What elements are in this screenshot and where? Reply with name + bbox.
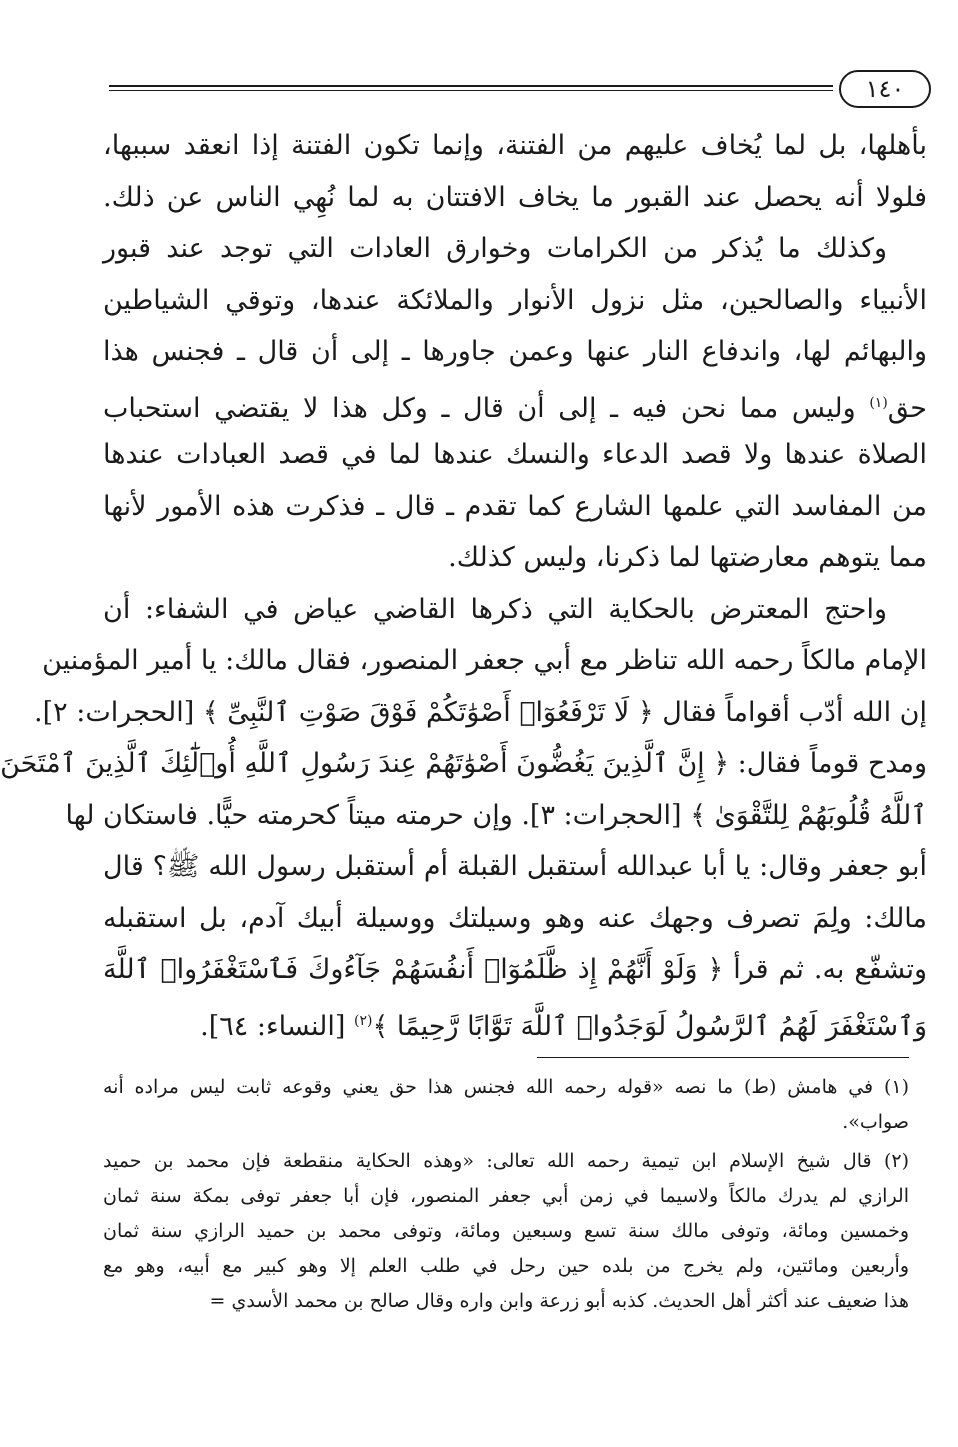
text-line: مالك: ولِمَ تصرف وجهك عنه وهو وسيلتك ووسيلة أبيك آدم، بل استقبله (103, 902, 927, 934)
text-line: واحتج المعترض بالحكاية التي ذكرها القاضي عياض في الشفاء: أن (103, 593, 887, 625)
text-line: فلولا أنه يحصل عند القبور ما يخاف الافتتان به لما نُهِي الناس عن ذلك. (103, 181, 927, 213)
footnote-line: وخمسين ومائة، وتوفى مالك سنة تسع وسبعين ومائة، وتوفى محمد بن حميد الرازي سنة ثمان (103, 1220, 909, 1242)
footnotes (103, 1070, 909, 1319)
text-line: الصلاة عندها ولا قصد الدعاء والنسك عندها لما في قصد العبادات عندها (103, 439, 927, 470)
text-line (103, 378, 927, 430)
text-line (65, 790, 927, 842)
text-fragment: [الحجرات: ٣]. وإن حرمته ميتاً كحرمته حيًّا. فاستكان لها (65, 799, 682, 831)
text-line: الإمام مالكاً رحمه الله تناظر مع أبي جعفر المنصور، فقال مالك: يا أمير المؤمنين (42, 645, 927, 676)
text-line: أبو جعفر وقال: يا أبا عبدالله أستقبل القبلة أم أستقبل رسول الله ﷺ؟ قال (103, 851, 927, 882)
quran-verse: ﴿ إِنَّ ٱلَّذِينَ يَغُضُّونَ أَصْوَٰتَهُمْ عِندَ رَسُولِ ٱللَّهِ أُو۟لَٰٓئِكَ ٱلَّذِينَ ٱمْتَحَنَ (0, 748, 730, 779)
text-fragment: ومدح قوماً فقال: (737, 748, 927, 779)
main-text (0, 120, 928, 1047)
quran-verse: وَٱسْتَغْفَرَ لَهُمُ ٱلرَّسُولُ لَوَجَدُوا۟ ٱللَّهَ تَوَّابًا رَّحِيمًا ﴾ (372, 1010, 927, 1042)
text-fragment: حق (887, 392, 927, 424)
quran-verse: ﴿ لَا تَرْفَعُوٓا۟ أَصْوَٰتَكُمْ فَوْقَ صَوْتِ ٱلنَّبِىِّ ﴾ (202, 696, 654, 728)
text-line: من المفاسد التي علمها الشارع كما تقدم ـ قال ـ فذكرت هذه الأمور لأنها (103, 490, 927, 522)
text-line (103, 996, 927, 1048)
text-line: وكذلك ما يُذكر من الكرامات وخوارق العادات التي توجد عند قبور (103, 233, 887, 264)
footnote-ref: (١) (869, 394, 888, 411)
footnote-line: وأربعين ومائتين، ولم يخرج من بلده حين رحل في طلب العلم إلا وهو كبير مع أبيه، وهو مع (103, 1255, 909, 1277)
text-line: مما يتوهم معارضتها لما ذكرنا، وليس كذلك. (448, 542, 927, 573)
footnote-separator (537, 1057, 909, 1058)
verse-citation: [الحجرات: ٢]. (34, 696, 195, 728)
text-fragment: إن الله أدّب أقواماً فقال (662, 696, 927, 728)
page-number: ١٤٠ (839, 70, 931, 108)
footnote-line: هذا ضعيف عند أكثر أهل الحديث. كذبه أبو زرعة وابن واره وقال صالح بن محمد الأسدي = (209, 1290, 909, 1312)
text-line (103, 944, 927, 996)
quran-verse: ٱللَّهُ قُلُوبَهُمْ لِلتَّقْوَىٰ ﴾ (690, 799, 927, 831)
header-rule (109, 85, 833, 87)
footnote-line: صواب». (842, 1111, 909, 1133)
text-line: الأنبياء والصالحين، مثل نزول الأنوار والملائكة عندها، وتوقي الشياطين (103, 284, 927, 316)
footnote-line: الرازي لم يدرك مالكاً ولاسيما في زمن أبي جعفر المنصور، فإن أبا جعفر توفى بمكة سنة ثمان (103, 1185, 909, 1207)
footnote-line: (١) في هامش (ط) ما نصه «قوله رحمه الله فجنس هذا حق يعني وقوعه ثابت ليس مراده أنه (103, 1076, 909, 1098)
quran-verse: ﴿ وَلَوْ أَنَّهُمْ إِذ ظَّلَمُوٓا۟ أَنفُسَهُمْ جَآءُوكَ فَٱسْتَغْفَرُوا۟ ٱللَّهَ (103, 954, 724, 985)
text-line: والبهائم لها، واندفاع النار عنها وعمن جاورها ـ إلى أن قال ـ فجنس هذا (103, 336, 927, 367)
text-line (34, 687, 927, 739)
text-line: بأهلها، بل لما يُخاف عليهم من الفتنة، وإنما تكون الفتنة إذا انعقد سببها، (103, 130, 927, 161)
header-rule-thin (109, 90, 833, 91)
text-line (0, 738, 927, 790)
text-fragment: وليس مما نحن فيه ـ إلى أن قال ـ وكل هذا لا يقتضي استحباب (103, 392, 856, 424)
footnote-line: (٢) قال شيخ الإسلام ابن تيمية رحمه الله تعالى: «وهذه الحكاية منقطعة فإن محمد بن حميد (103, 1150, 909, 1172)
verse-citation: [النساء: ٦٤]. (200, 1010, 346, 1042)
page-header (109, 68, 931, 108)
footnote-ref: (٢) (353, 1012, 373, 1029)
text-fragment: وتشفّع به. ثم قرأ (733, 954, 928, 985)
